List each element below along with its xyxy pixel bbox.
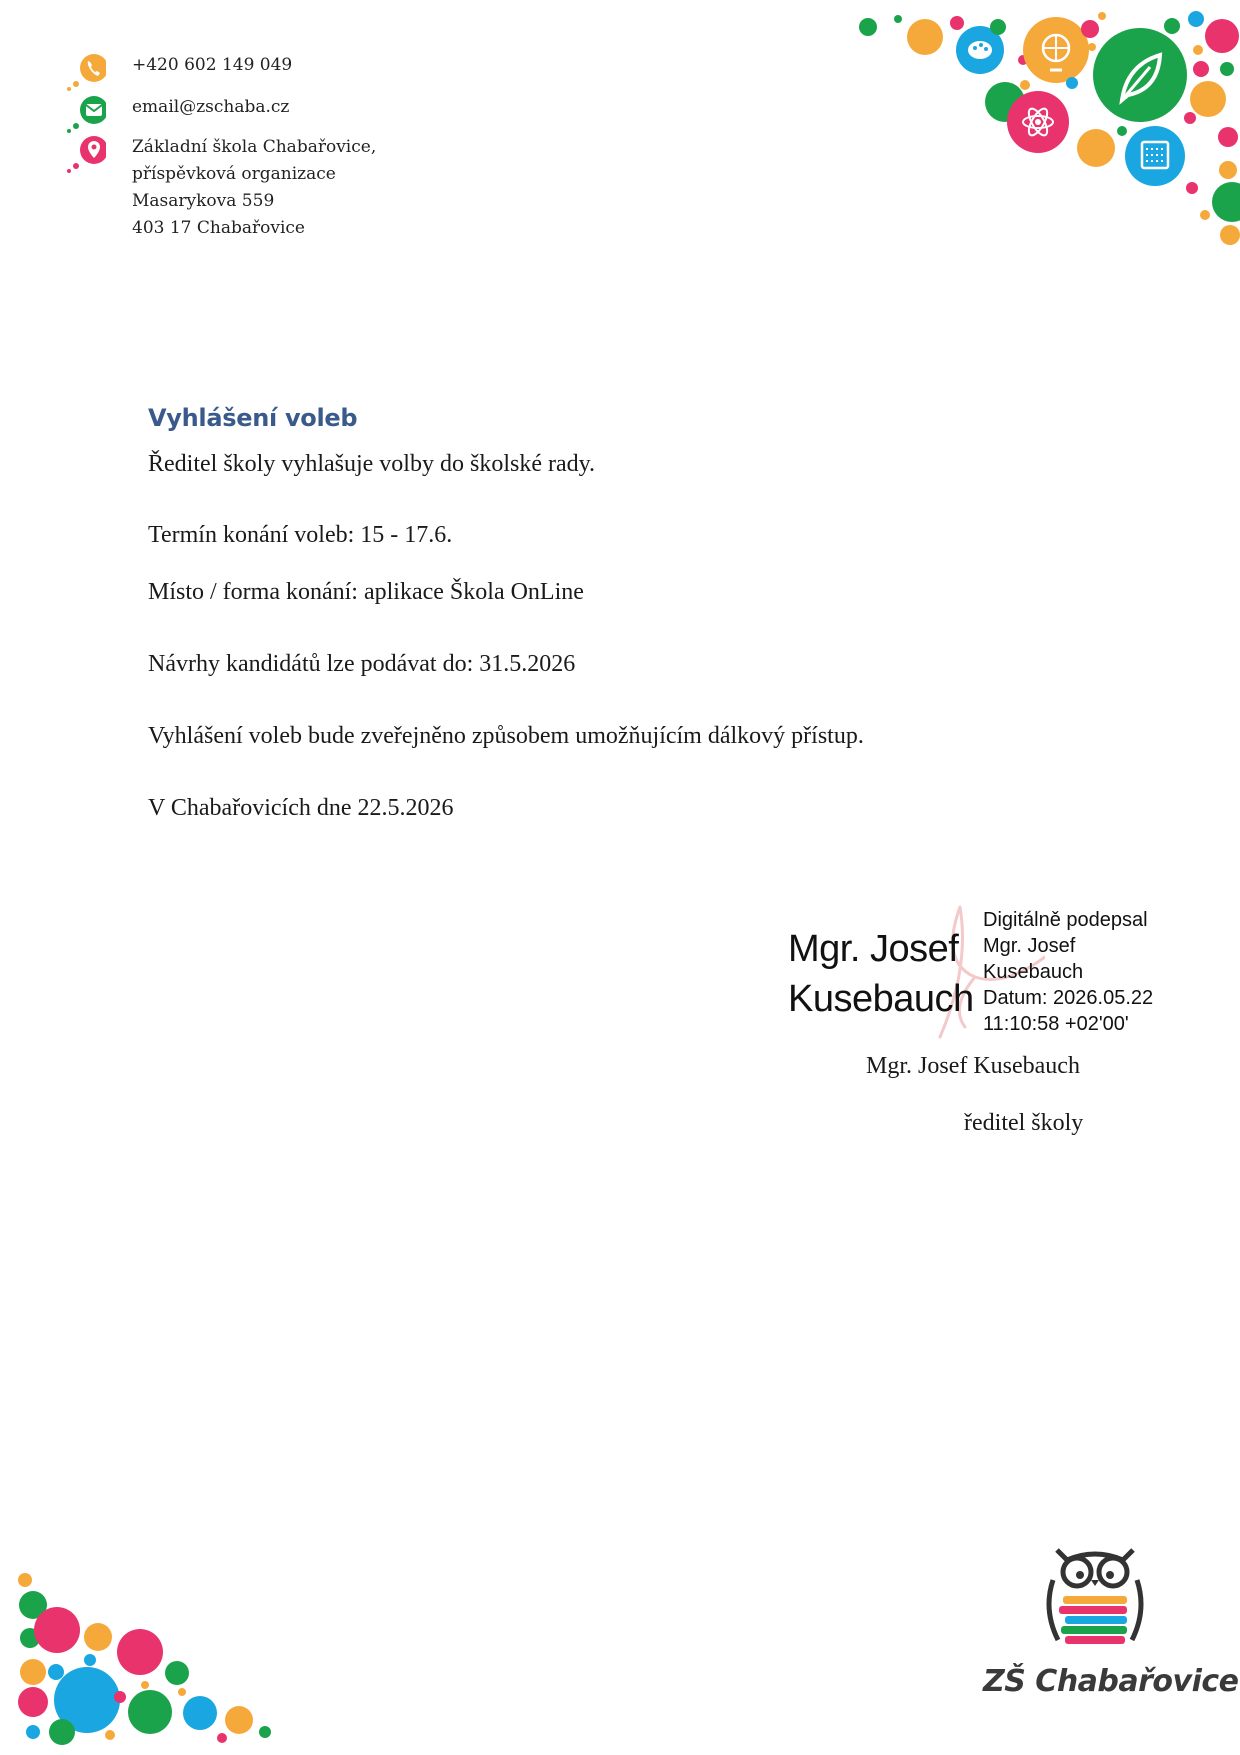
email-address[interactable]: email@zschaba.cz [132, 97, 290, 117]
paragraph: Návrhy kandidátů lze podávat do: 31.5.2026 [148, 651, 576, 677]
paragraph: Vyhlášení voleb bude zveřejněno způsobem umožňujícím dálkový přístup. [148, 723, 864, 749]
address-line: Základní škola Chabařovice, [132, 137, 377, 157]
contact-phone [64, 52, 292, 88]
paragraph: Termín konání voleb: 15 - 17.6. [148, 522, 453, 548]
signature-name-line: Kusebauch [788, 978, 974, 1020]
mail-icon [64, 94, 106, 130]
bottom-bubbles-decoration [0, 1560, 290, 1755]
location-pin-icon [64, 134, 106, 170]
signature-info-line: Kusebauch [983, 961, 1084, 983]
signature-details [983, 907, 1153, 1037]
contact-email [64, 94, 289, 130]
contact-address [64, 134, 376, 242]
signature-info-line: Datum: 2026.05.22 [983, 987, 1154, 1009]
signature-info-line: Mgr. Josef [983, 935, 1076, 957]
address-block [132, 134, 376, 242]
signature-name [788, 924, 974, 1024]
top-bubbles-decoration [840, 10, 1240, 260]
signer-printed-name: Mgr. Josef Kusebauch [866, 1053, 1080, 1079]
paragraph: Ředitel školy vyhlašuje volby do školské rady. [148, 451, 596, 477]
signer-role: ředitel školy [964, 1110, 1084, 1136]
phone-icon [64, 52, 106, 88]
signature-info-line: Digitálně podepsal [983, 909, 1148, 931]
paragraph: Místo / forma konání: aplikace Škola OnLine [148, 579, 584, 605]
signature-info-line: 11:10:58 +02'00' [983, 1013, 1129, 1035]
school-logo-text: ZŠ Chabařovice [983, 1664, 1239, 1699]
document-heading: Vyhlášení voleb [148, 404, 358, 432]
address-line: 403 17 Chabařovice [132, 218, 305, 238]
signature-name-line: Mgr. Josef [788, 928, 959, 970]
address-line: příspěvková organizace [132, 164, 336, 184]
owl-logo-icon [1035, 1540, 1155, 1660]
address-line: Masarykova 559 [132, 191, 275, 211]
phone-number[interactable]: +420 602 149 049 [132, 55, 293, 75]
paragraph: V Chabařovicích dne 22.5.2026 [148, 795, 454, 821]
